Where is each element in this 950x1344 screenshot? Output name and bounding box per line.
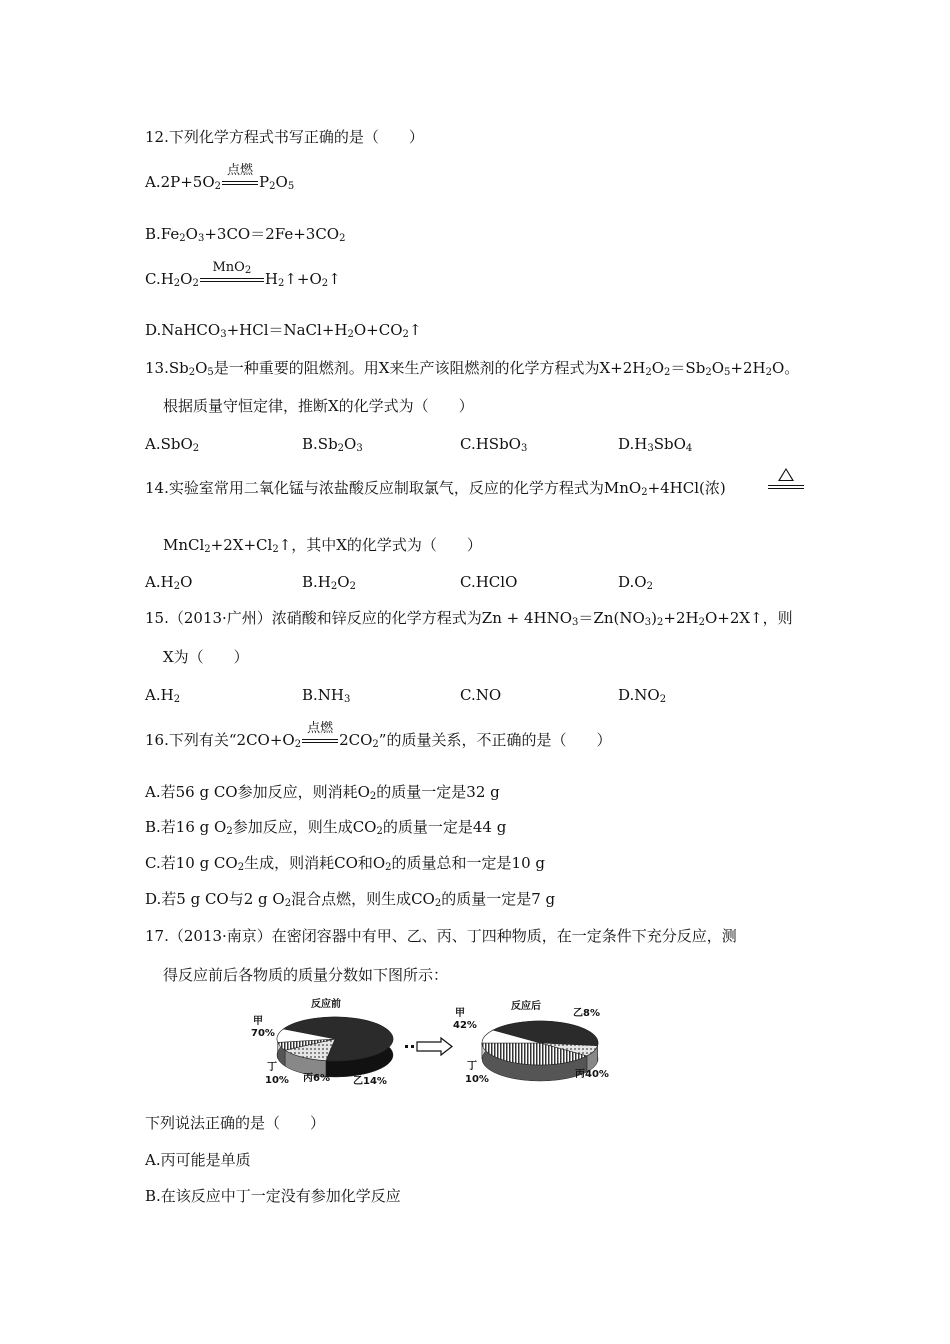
reaction-condition: 点燃 <box>222 181 258 192</box>
label-after-jia-pct: 42% <box>453 1020 477 1031</box>
q14-option-a: $A.H_2O$ <box>145 573 193 592</box>
chart-title-after: 反应后 <box>511 1001 541 1012</box>
label-after-jia: 甲 <box>455 1008 465 1019</box>
q14-stem-line2: $MnCl_2+2X+Cl_2↑$，其中X的化学式为（ ） <box>163 536 482 555</box>
heat-condition <box>768 466 804 489</box>
label-before-jia: 甲 <box>253 1016 263 1027</box>
q14-stem: 14.实验室常用二氧化锰与浓盐酸反应制取氯气，反应的化学方程式为MnO$_2$+4HCl(浓) <box>145 479 726 498</box>
q16-stem: 16.下列有关“$2CO+O_2$ 点燃 $2CO_2$”的质量关系，不正确的是（ ） <box>145 721 612 750</box>
q14-option-c: C.HClO <box>460 573 518 591</box>
pie-before <box>277 1017 393 1077</box>
label-before-bing: 丙6% <box>303 1073 330 1084</box>
pie-charts <box>245 995 615 1095</box>
label-before-ding-pct: 10% <box>265 1075 289 1086</box>
q17-stem: 17.（2013·南京）在密闭容器中有甲、乙、丙、丁四种物质，在一定条件下充分反应，测 <box>145 927 737 945</box>
q16-option-b: B.若16 g $O_2$参加反应，则生成$CO_2$的质量一定是44 g <box>145 818 507 837</box>
label-after-yi: 乙8% <box>573 1008 600 1019</box>
label-after-ding-pct: 10% <box>465 1074 489 1085</box>
q17-prompt: 下列说法正确的是（ ） <box>145 1114 326 1132</box>
q15-stem: 15.（2013·广州）浓硝酸和锌反应的化学方程式为$Zn + 4HNO_3=Zn(NO_3)_2+2H_2O+2X↑$，则 <box>145 609 793 628</box>
q14-option-b: $B.H_2O_2$ <box>302 573 356 592</box>
chart-title-before: 反应前 <box>311 999 341 1010</box>
q12-option-d: $D.NaHCO_3+HCl=NaCl+H_2O+CO_2↑$ <box>145 321 422 340</box>
q13-option-c: C.HSbO$_3$ <box>460 435 528 454</box>
label-after-ding: 丁 <box>467 1061 477 1072</box>
reaction-condition: 点燃 <box>302 739 338 750</box>
q15-stem-line2: X为（ ） <box>163 648 249 666</box>
q15-option-a: $A.H_2$ <box>145 686 181 705</box>
q13-option-d: $D.H_3SbO_4$ <box>618 435 693 454</box>
q13-option-a: A.SbO$_2$ <box>145 435 200 454</box>
arrow-icon <box>405 1038 452 1055</box>
label-before-yi: 乙14% <box>353 1076 387 1087</box>
q13-stem: $13.Sb_2O_5$是一种重要的阻燃剂。用X来生产该阻燃剂的化学方程式为$X+2H_2O_2=Sb_2O_5+2H_2O$。 <box>145 359 800 378</box>
q15-option-b: $B.NH_3$ <box>302 686 351 705</box>
label-before-jia-pct: 70% <box>251 1028 275 1039</box>
q12-option-b: $B.Fe_2O_3+3CO=2Fe+3CO_2$ <box>145 225 346 244</box>
q15-option-d: $D.NO_2$ <box>618 686 667 705</box>
q14-option-d: $D.O_2$ <box>618 573 653 592</box>
label-after-bing: 丙40% <box>575 1069 609 1080</box>
q13-stem-line2: 根据质量守恒定律，推断X的化学式为（ ） <box>163 397 474 415</box>
q17-option-a: A.丙可能是单质 <box>145 1151 251 1169</box>
q16-option-a: A.若56 g CO参加反应，则消耗$O_2$的质量一定是32 g <box>145 783 500 802</box>
heat-triangle-icon <box>768 466 804 481</box>
reaction-condition: MnO$_2$ <box>200 278 264 289</box>
q12-stem: 12.下列化学方程式书写正确的是（ ） <box>145 128 424 146</box>
q16-option-d: D.若5 g CO与2 g $O_2$混合点燃，则生成$CO_2$的质量一定是7 g <box>145 890 556 909</box>
q12-option-c: $C.H_2O_2$ MnO$_2$ $H_2↑+O_2↑$ <box>145 260 341 289</box>
q16-option-c: C.若10 g $CO_2$生成，则消耗CO和$O_2$的质量总和一定是10 g <box>145 854 546 873</box>
q15-option-c: C.NO <box>460 686 502 704</box>
label-before-ding: 丁 <box>267 1062 277 1073</box>
q17-option-b: B.在该反应中丁一定没有参加化学反应 <box>145 1187 401 1205</box>
q13-option-b: $B.Sb_2O_3$ <box>302 435 363 454</box>
q12-option-a: $A.2P+5O_2$ 点燃 $P_2O_5$ <box>145 163 295 192</box>
q17-stem-line2: 得反应前后各物质的质量分数如下图所示： <box>163 966 449 984</box>
